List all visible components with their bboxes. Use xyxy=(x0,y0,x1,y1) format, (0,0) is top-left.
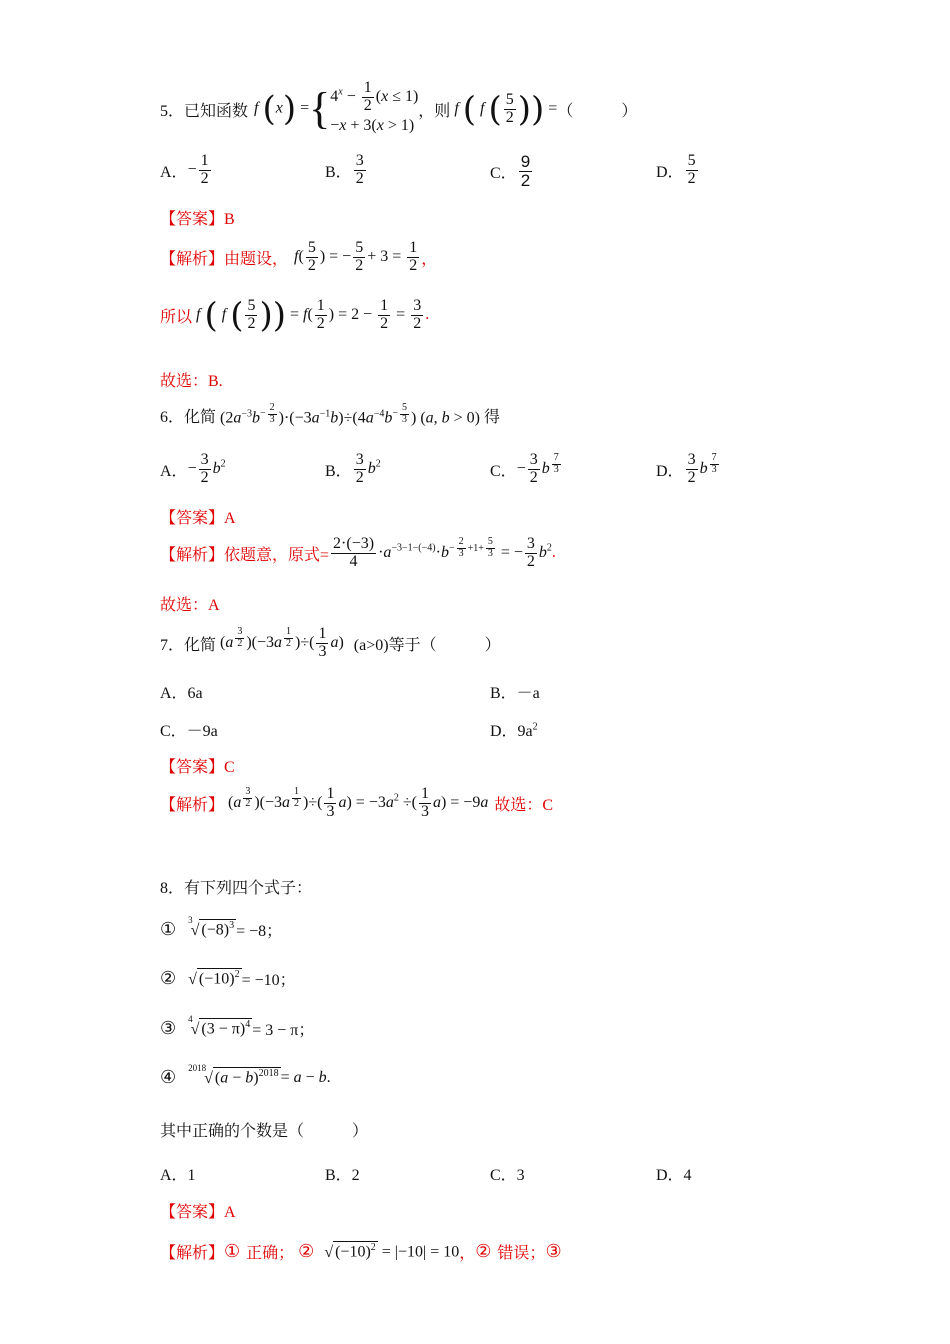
q6-stem-text: 6．化简 xyxy=(160,408,217,426)
q7-option-b[interactable]: B．－a xyxy=(490,685,540,702)
analysis-label: 【解析】 xyxy=(160,796,225,814)
q6-option-b[interactable]: B． $\frac{3}{2}$ $b^2$ xyxy=(325,451,381,486)
circle-number: ④ xyxy=(160,1067,177,1087)
option-letter: D． xyxy=(656,462,684,480)
circle-number: ③ xyxy=(545,1241,562,1261)
q5-stem: 5．已知函数 f (x) = { $4^x$ − $\frac{1}{2}$ (x ≤ 1) −x + 3(x > 1) ，则 f ( f ( $\frac{5}{2}$ )) = （ ） xyxy=(160,78,638,135)
q7-stem-text: 7．化简 xyxy=(160,636,217,654)
answer-value: B xyxy=(224,211,235,228)
circle-number: ② xyxy=(298,1241,315,1261)
analysis-label: 【解析】 xyxy=(160,250,225,268)
answer-label: 【答案】 xyxy=(160,510,225,527)
option-text: D．9a xyxy=(490,723,533,740)
analysis-correct: 正确； xyxy=(246,1245,295,1262)
analysis-lead: 依题意，原式= xyxy=(224,546,330,564)
q5-stem-text: 5．已知函数 xyxy=(160,102,249,120)
q6-tail: 得 xyxy=(484,408,501,426)
q5-analysis: 【解析】 由题设， f( $\frac{5}{2}$ ) = − $\frac{5}{2}$ + 3 = $\frac{1}{2}$ ， xyxy=(160,239,438,274)
q6-answer xyxy=(160,505,236,528)
q8-analysis: 【解析】 ① 正确； ② √ $(-10)^2$ = |−10| = 10 ， ② 错误； ③ xyxy=(160,1241,562,1262)
q7-choose: 故选：C xyxy=(494,796,554,814)
q8-answer xyxy=(160,1199,236,1222)
q6-stem: 6．化简 ($2a^{-3}b^{- \frac{2}{3}}$ )$\cdot(-3a^{-1}b)\div(4a^{-4}b^{- \frac{5}{3}}$ ) (a, b > 0) 得 xyxy=(160,402,501,427)
q5-blank: （ ） xyxy=(557,102,638,120)
q6-option-c[interactable]: C． − $\frac{3}{2}$ b $^{\frac{7}{3}}$ xyxy=(490,451,559,486)
analysis-wrong: 错误； xyxy=(497,1245,546,1262)
answer-value: C xyxy=(224,759,235,776)
q7-option-a[interactable]: A．6a xyxy=(160,685,203,702)
q5-option-b[interactable]: B． $\frac{3}{2}$ xyxy=(325,152,364,187)
q8-item-1: ① 3 √ $(-8)^3$ = −8； xyxy=(160,914,283,940)
q8-option-c[interactable]: C．3 xyxy=(490,1167,525,1184)
answer-label: 【答案】 xyxy=(160,211,225,228)
option-letter: A． xyxy=(160,462,188,480)
q6-option-d[interactable]: D． $\frac{3}{2}$ b $^{\frac{7}{3}}$ xyxy=(656,451,717,486)
circle-number: ② xyxy=(475,1241,492,1261)
q6-analysis: 【解析】 依题意，原式= $\frac{2\cdot(-3)}{4}$ $\cdot a^{-3-1-(-4)}\cdot b^{- \frac{2}{3} +1+ \frac{5}{3}}$ = − $\frac{3}{2}$ $b^2$ . xyxy=(160,535,556,570)
option-letter: A． xyxy=(160,163,188,181)
so-label: 所以 xyxy=(160,308,193,326)
answer-value: A xyxy=(224,1204,236,1221)
q5-answer xyxy=(160,206,235,229)
circle-number: ② xyxy=(160,968,177,988)
analysis-label: 【解析】 xyxy=(160,546,225,564)
q8-stem: 8．有下列四个式子： xyxy=(160,880,313,897)
q8-option-d[interactable]: D．4 xyxy=(656,1167,692,1184)
q5-option-a[interactable]: A． − $\frac{1}{2}$ xyxy=(160,152,209,187)
q5-choose: 故选：B. xyxy=(160,373,223,390)
answer-label: 【答案】 xyxy=(160,759,225,776)
option-letter: B． xyxy=(325,163,352,181)
q7-option-c[interactable]: C．－9a xyxy=(160,723,218,740)
option-letter: C． xyxy=(490,462,517,480)
analysis-label: 【解析】 xyxy=(160,1245,225,1262)
q8-option-b[interactable]: B．2 xyxy=(325,1167,360,1184)
q5-analysis-2: 所以 f ( f ( $\frac{5}{2}$ )) = f( $\frac{1}{2}$ ) = 2 − $\frac{1}{2}$ = $\frac{3}{2}$ . xyxy=(160,295,430,336)
q5-option-c[interactable]: C． $\frac{9}{2}$ xyxy=(490,152,531,190)
q8-item-2: ② √ $(-10)^2$ = −10； xyxy=(160,968,296,989)
q7-analysis: 【解析】 (a $^{\frac{3}{2}}$ )(−3a $^{\frac{1}{2}}$ )÷( $\frac{1}{3}$ $a) = -3a^2$ ÷( $\frac{1}{3}$ a) = −9a 故选：C xyxy=(160,785,554,820)
circle-number: ③ xyxy=(160,1018,177,1038)
q5-then: ，则 xyxy=(418,102,451,120)
answer-label: 【答案】 xyxy=(160,1204,225,1221)
q6-choose: 故选：A xyxy=(160,597,220,614)
q8-option-a[interactable]: A．1 xyxy=(160,1167,196,1184)
q5-option-d[interactable]: D． $\frac{5}{2}$ xyxy=(656,152,696,187)
option-letter: D． xyxy=(656,163,684,181)
q8-question: 其中正确的个数是（ ） xyxy=(160,1123,369,1140)
circle-number: ① xyxy=(224,1241,241,1261)
circle-number: ① xyxy=(160,919,177,939)
option-letter: C． xyxy=(490,164,517,182)
analysis-lead: 由题设， xyxy=(224,250,289,268)
q8-item-4: ④ 2018 √ $(a - b)^{2018}$ = a − b. xyxy=(160,1062,331,1087)
q6-option-a[interactable]: A． − $\frac{3}{2}$ $b^2$ xyxy=(160,451,226,486)
q8-item-3: ③ 4 √ $(3 - \pi)^4$ = 3 − π； xyxy=(160,1013,315,1039)
q7-stem: 7．化简 (a $^{\frac{3}{2}}$ )(−3a $^{\frac{1}{2}}$ )÷( $\frac{1}{3}$ a) (a>0)等于（ ） xyxy=(160,625,501,660)
q7-option-d[interactable]: D．$9a^2$ xyxy=(490,721,538,740)
answer-value: A xyxy=(224,510,236,527)
q7-tail: (a>0)等于（ ） xyxy=(353,636,501,654)
option-letter: B． xyxy=(325,462,352,480)
q7-answer xyxy=(160,754,235,777)
